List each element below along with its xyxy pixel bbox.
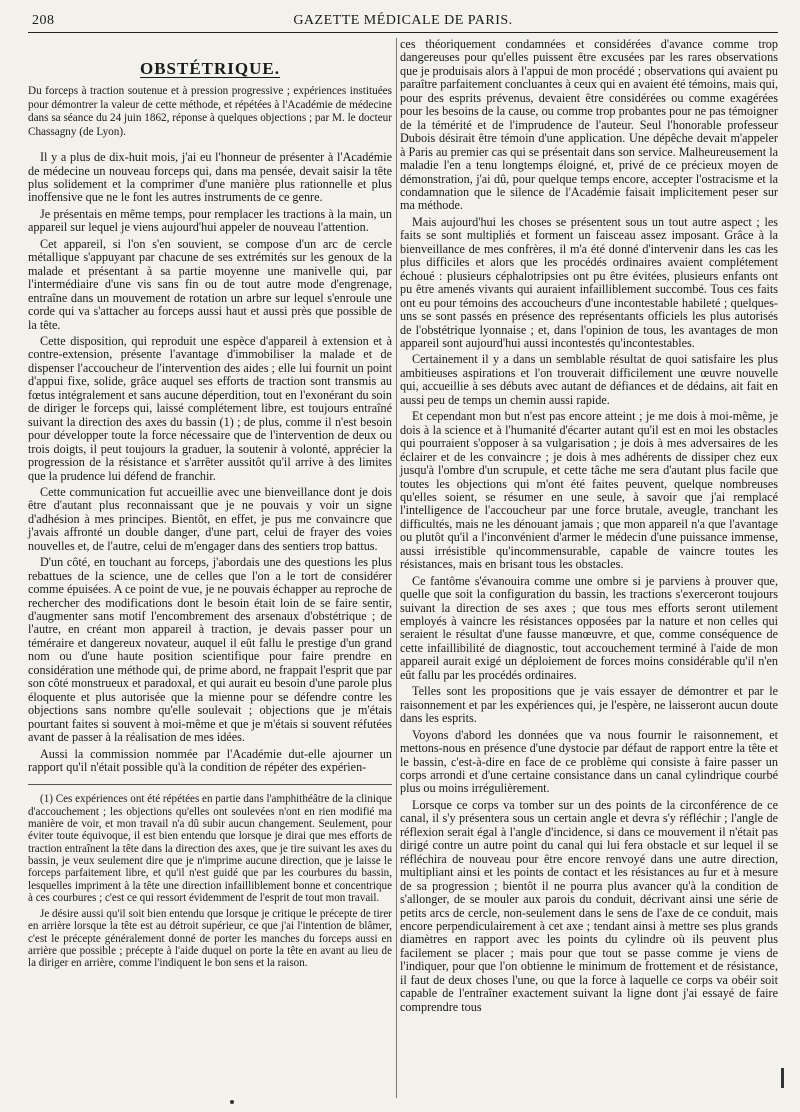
margin-mark xyxy=(781,1068,784,1088)
paragraph: Ce fantôme s'évanouira comme une ombre si je parviens à prouver que, quelle que soit la configuration du bassin, les tractions s'exerceront toujours suivant la direction de ses axes ; que tous mes efforts seront utilement employés à vaincre les résistances opposées par la nature et non celles qui seraient le résultat d'une fausse manœuvre, et que, comme conséquence de cette infaillibilité de diagnostic, tout accouchement terminé à l'aide de mon appareil aurait exigé un déploiement de forces moins considérable qu'il n'en eût fallu par les procédés ordinaires. xyxy=(400,573,778,682)
paragraph: Certainement il y a dans un semblable résultat de quoi satisfaire les plus ambitieuses aspirations et l'on trouverait difficilement une œuvre nouvelle qui, accueillie à ses débuts avec autant de défiances et de dédains, ait fait en aussi peu de temps un chemin aussi rapide. xyxy=(400,352,778,407)
paragraph: Voyons d'abord les données que va nous fournir le raisonnement, et mettons-nous en présence d'une dystocie par défaut de rapport entre la tête et le bassin, c'est-à-dire en face de ce problème qui consiste à faire passer un corps arrondi et d'une certaine consistance dans un canal cylindrique courbé plus ou moins irrégulièrement. xyxy=(400,727,778,796)
column-divider xyxy=(396,38,397,1098)
print-dot xyxy=(230,1100,234,1104)
left-body xyxy=(28,151,392,774)
paragraph: Cette disposition, qui reproduit une espèce d'appareil à extension et à contre-extension, présente l'avantage d'immobiliser la malade et de dispenser l'accoucheur de l'intervention des aides ; elle lui fournit un point d'appui fixe, solide, grâce auquel ses efforts de traction sont transmis au fœtus intégralement et sans aucune déperdition, tout en l'exonérant du soin de diriger le forceps qui, laissé complétement libre, est toujours entraîné suivant la direction des axes du bassin (1) ; de plus, comme il n'est besoin pour développer toute la force nécessaire que de l'intervention de deux ou trois doigts, il peut toujours la graduer, la soutenir à volonté, apprécier la progression de la résistance et s'arrêter aussitôt qu'il arrive à des limites que la prudence lui défend de franchir. xyxy=(28,333,392,483)
paragraph: Lorsque ce corps va tomber sur un des points de la circonférence de ce canal, il s'y présentera sous un certain angle et devra s'y réfléchir ; l'angle de réflexion serait égal à l'angle d'incidence, si dans ce mouvement il n'était pas dirigé contre un autre point du canal qui lui fera obstacle et sur lequel il se réfléchira de nouveau pour être encore renvoyé dans une autre direction, multipliant ainsi et les points de contact et les résistances au fur et à mesure de sa progression ; bientôt il ne pourra plus avancer qu'à la condition de s'allonger, de se mouler aux parois du conduit, décrivant ainsi une série de petits arcs de cercle, non-seulement dans le sens de l'axe de ce conduit, mais encore perpendiculairement à cet axe ; tendant ainsi à mettre ses plus grands diamètres en rapport avec les points du cylindre où ils peuvent plus facilement se placer ; mais pour que tout se passe comme je viens de l'indiquer, pour que l'on obtienne le minimum de frottement et de résistance, il faut de deux choses l'une, ou que la force à laquelle ce corps va obéir soit capable de l'entraîner exactement suivant la ligne dont j'ai essayé de faire comprendre tous xyxy=(400,797,778,1014)
article-subtitle: Du forceps à traction soutenue et à pression progressive ; expériences instituées pour démontrer la valeur de cette méthode, et répétées à l'Académie de médecine dans sa séance du 24 juin 1862, réponse à quelques objections ; par M. le docteur Chassagny (de Lyon). xyxy=(28,85,392,138)
right-column xyxy=(400,38,778,1017)
paragraph: ces théoriquement condamnées et considérées d'avance comme trop dangereuses pour qu'elles puissent être excusées par les rares observations que je produisais alors à l'appui de mon procédé ; observations qui avaient pu paraître parfaitement concluantes à ceux qui en avaient été témoins, mais qui, pour des esprits prévenus, devaient être considérées ou comme exagérées pour les besoins de la cause, ou comme trop probantes pour ne pas témoigner de la témérité et de l'imprudence de l'auteur. Seul l'honorable professeur Dubois désirait être témoin d'une application. Une dépêche devait m'appeler à Paris au premier cas qui se présentait dans son service. Malheureusement la maladie l'en a tenu longtemps éloigné, et, privé de ce précieux moyen de démonstration, j'ai dû, pour quelque temps encore, accepter l'ostracisme et la condamnation que le silence de l'Académie faisait implicitement peser sur ma méthode. xyxy=(400,37,778,213)
section-title: OBSTÉTRIQUE. xyxy=(139,59,280,78)
paragraph: Et cependant mon but n'est pas encore atteint ; je me dois à moi-même, je dois à la science et à l'humanité d'écarter autant qu'il est en moi les obstacles qui pourraient s'opposer à sa vulgarisation ; je dois à mes adversaires de les éclairer et de les convaincre ; je dois à mes adhérents de dissiper chez eux jusqu'à l'ombre d'un scrupule, et cette tâche me sera d'autant plus facile que toutes les objections qui m'ont été faites peuvent, quelque nombreuses qu'elles soient, se résumer en une seule, à savoir que j'ai remplacé l'intelligence de l'accoucheur par une force brutale, aveugle, tranchant les difficultés, mais ne les dénouant jamais ; que mon appareil n'a que l'avantage ou plutôt qu'il a l'inconvénient d'armer le médecin d'une puissance immense, aussi irrésistible qu'incommensurable, capable de vaincre toutes les résistances, mais en brisant tous les obstacles. xyxy=(400,409,778,572)
paragraph: Cette communication fut accueillie avec une bienveillance dont je dois être d'autant plus reconnaissant que je ne pouvais y voir un signe d'adhésion à mes principes. Bientôt, en effet, je pus me convaincre que j'avais affronté un double danger, d'une part, celui de frayer des voies nouvelles et, de l'autre, celui de m'engager dans des sentiers trop battus. xyxy=(28,484,392,553)
page-header xyxy=(28,10,778,33)
paragraph: Je présentais en même temps, pour remplacer les tractions à la main, un appareil sur lequel je viens aujourd'hui appeler de nouveau l'attention. xyxy=(28,206,392,235)
footnote-paragraph: (1) Ces expériences ont été répétées en partie dans l'amphithéâtre de la clinique d'accouchement ; les objections qu'elles ont soulevées n'ont en rien modifié ma manière de voir, et mon travail n'a dû subir aucun changement. Seulement, pour éviter toute équivoque, il est bien entendu que lorsque je dirai que mes efforts de traction entraînent la tête dans la direction des axes, que je tire suivant les axes du bassin, je veux seulement dire que je n'imprime aucune direction, que je laisse le forceps parfaitement libre, et qu'il n'est guidé que par les courbures du bassin, lesquelles impriment à la tête une direction infailliblement bonne et concentrique à ces courbures ; c'est ce qui ressort évidemment de l'esprit de tout mon travail. xyxy=(28,793,392,904)
footnotes xyxy=(28,784,392,969)
paragraph: Cet appareil, si l'on s'en souvient, se compose d'un arc de cercle métallique s'appuyant par chacune de ses extrémités sur les genoux de la malade et présentant à sa partie moyenne une manivelle qui, par l'intermédiaire d'une vis sans fin ou de tout autre mode d'engrenage, entraîne dans un mouvement de rotation un arbre sur lequel s'enroule une corde qui va s'attacher au forceps aussi haut et aussi près que possible de la tête. xyxy=(28,236,392,332)
paragraph: Mais aujourd'hui les choses se présentent sous un tout autre aspect ; les faits se sont multipliés et forment un faisceau assez imposant. Grâce à la bienveillance de mes confrères, il m'a été donné d'intervenir dans les cas les plus difficiles et alors que les procédés ordinaires avaient complétement échoué : plusieurs céphalotripsies ont pu être évitées, plusieurs enfants ont pu être amenés vivants qui auraient infailliblement succombé. Tous ces faits ont eu pour témoins des accoucheurs d'une incontestable habileté ; quelques-uns se sont passés en présence des représentants officiels les plus autorisés de l'obstétrique lyonnaise ; et, dans l'opinion de tous, les avantages de mon appareil sont aujourd'hui aussi incontestés qu'incontestables. xyxy=(400,214,778,350)
paragraph: Telles sont les propositions que je vais essayer de démontrer et par le raisonnement et par les expériences qui, je l'espère, ne laisseront aucun doute dans les esprits. xyxy=(400,684,778,726)
journal-title: GAZETTE MÉDICALE DE PARIS. xyxy=(293,13,513,28)
footnote-paragraph: Je désire aussi qu'il soit bien entendu que lorsque je critique le précepte de tirer en arrière lorsque la tête est au détroit supérieur, ce que j'ai l'intention de blâmer, c'est le précepte généralement donné de porter les manches du forceps aussi en arrière que possible ; précepte à l'aide duquel on porte la tête en avant au lieu de la diriger en arrière, comme l'indiquent le bon sens et la raison. xyxy=(28,908,392,970)
paragraph: Aussi la commission nommée par l'Académie dut-elle ajourner un rapport qu'il n'était possible qu'à la condition de répéter des expérien- xyxy=(28,746,392,775)
left-column xyxy=(28,42,392,974)
page-number: 208 xyxy=(32,13,55,28)
paragraph: D'un côté, en touchant au forceps, j'abordais une des questions les plus rebattues de la science, une de celles que l'on a le tort de considérer comme épuisées. A ce point de vue, je ne pouvais échapper au reproche de rechercher des modifications dont le besoin était loin de se faire sentir, d'augmenter sans motif l'encombrement des arsenaux d'obstétrique ; de l'autre, en créant mon appareil à traction, je devais passer pour un téméraire et dangereux novateur, auquel il eût fallu le prestige d'un grand nom ou d'une haute position scientifique pour faire prendre en considération une méthode qui, de prime abord, ne frappait l'esprit que par son côté monstrueux et paradoxal, et qui aurait eu besoin d'une parole plus éloquente et plus autorisée que la mienne pour se défendre contre les objections sans nombre qu'elle soulevait ; objections que je m'étais pourtant faites si souvent à moi-même et que je m'étais si souvent réfutées avant de passer à la réalisation de mes idées. xyxy=(28,555,392,745)
paragraph: Il y a plus de dix-huit mois, j'ai eu l'honneur de présenter à l'Académie de médecine un nouveau forceps qui, dans ma pensée, devait saisir la tête plus solidement et la comprimer d'une manière plus rationnelle et plus inoffensive que ne le font les autres instruments de ce genre. xyxy=(28,150,392,205)
